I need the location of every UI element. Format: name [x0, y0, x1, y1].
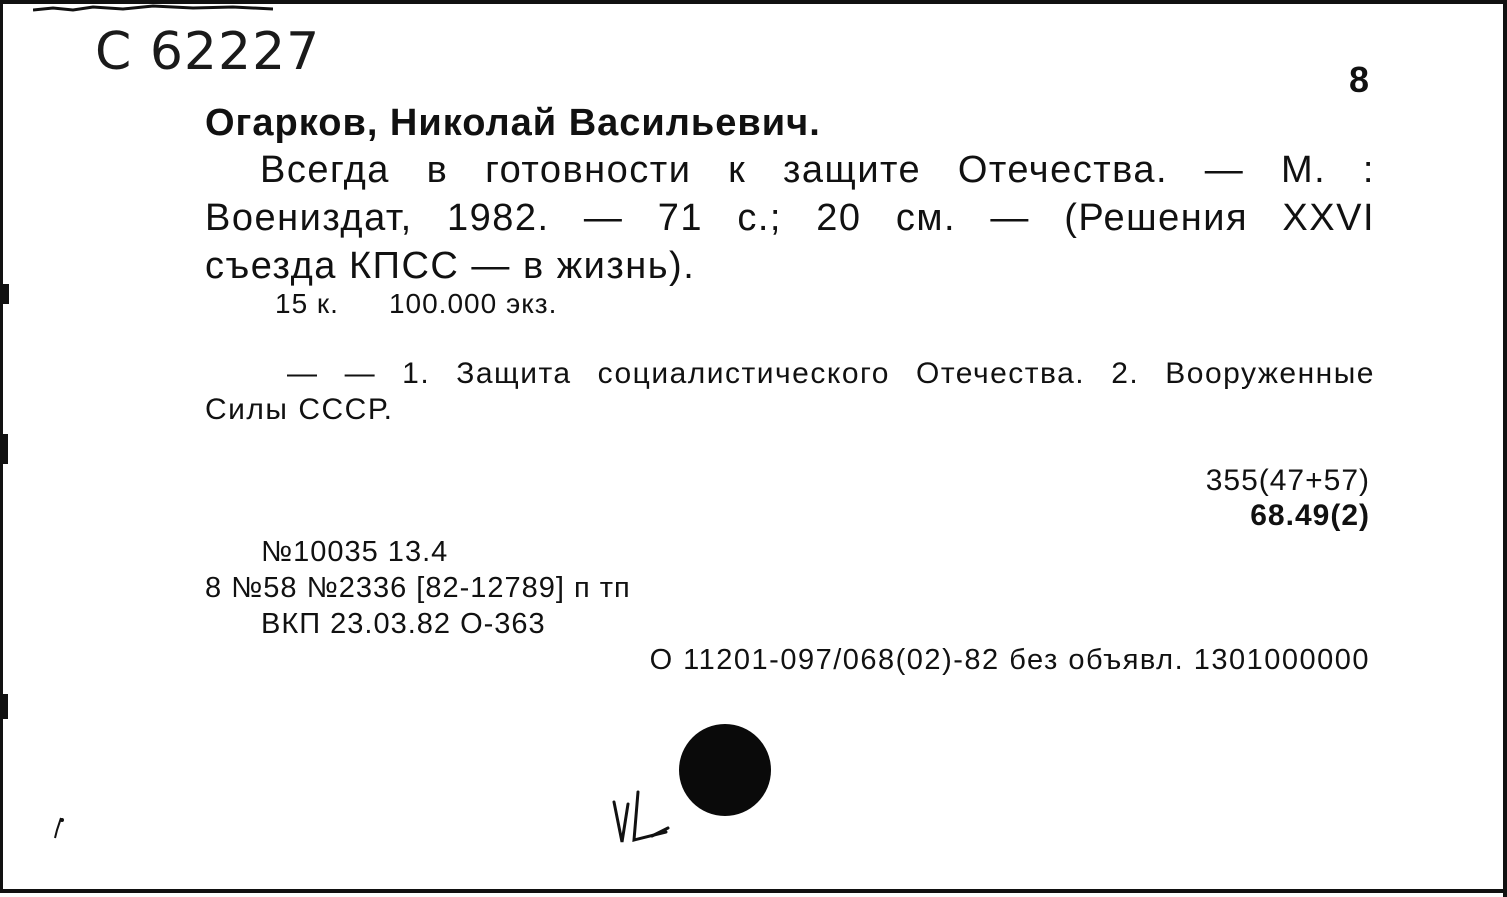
udc-classification: 355(47+57)	[1205, 464, 1370, 497]
technical-line: №10035 13.4	[261, 536, 449, 568]
bibliographic-description	[205, 146, 1375, 290]
description-line: Воениздат, 1982. — 71 с.; 20 см. — (Решения XXVI	[205, 197, 1375, 239]
bbk-classification: 68.49(2)	[1250, 499, 1370, 532]
call-number: С 62227	[95, 22, 321, 82]
handwritten-mark	[608, 784, 678, 854]
top-smudge-mark	[33, 4, 273, 14]
pencil-mark	[51, 816, 67, 840]
technical-line: 8 №58 №2336 [82-12789] п тп	[205, 572, 631, 604]
description-line: съезда КПСС — в жизнь).	[205, 245, 696, 287]
subject-line: Силы СССР.	[205, 393, 394, 426]
technical-line: ВКП 23.03.82 О-363	[261, 608, 546, 640]
author-heading: Огарков, Николай Васильевич.	[205, 102, 821, 144]
print-run: 100.000 экз.	[388, 288, 558, 319]
page-mark: 8	[1349, 59, 1370, 100]
technical-line: О 11201-097/068(02)-82 без объявл. 1301000000	[649, 644, 1370, 676]
left-margin-ticks	[3, 4, 13, 897]
description-line: Всегда в готовности к защите Отечества. — М. :	[260, 149, 1375, 191]
price: 15 к.	[275, 288, 339, 319]
subject-line: — — 1. Защита социалистического Отечества. 2. Вооруженные	[287, 357, 1375, 390]
price-line	[275, 288, 607, 320]
card-right-edge	[1503, 4, 1507, 897]
subject-headings	[205, 356, 1375, 428]
black-dot-mark	[679, 724, 771, 816]
